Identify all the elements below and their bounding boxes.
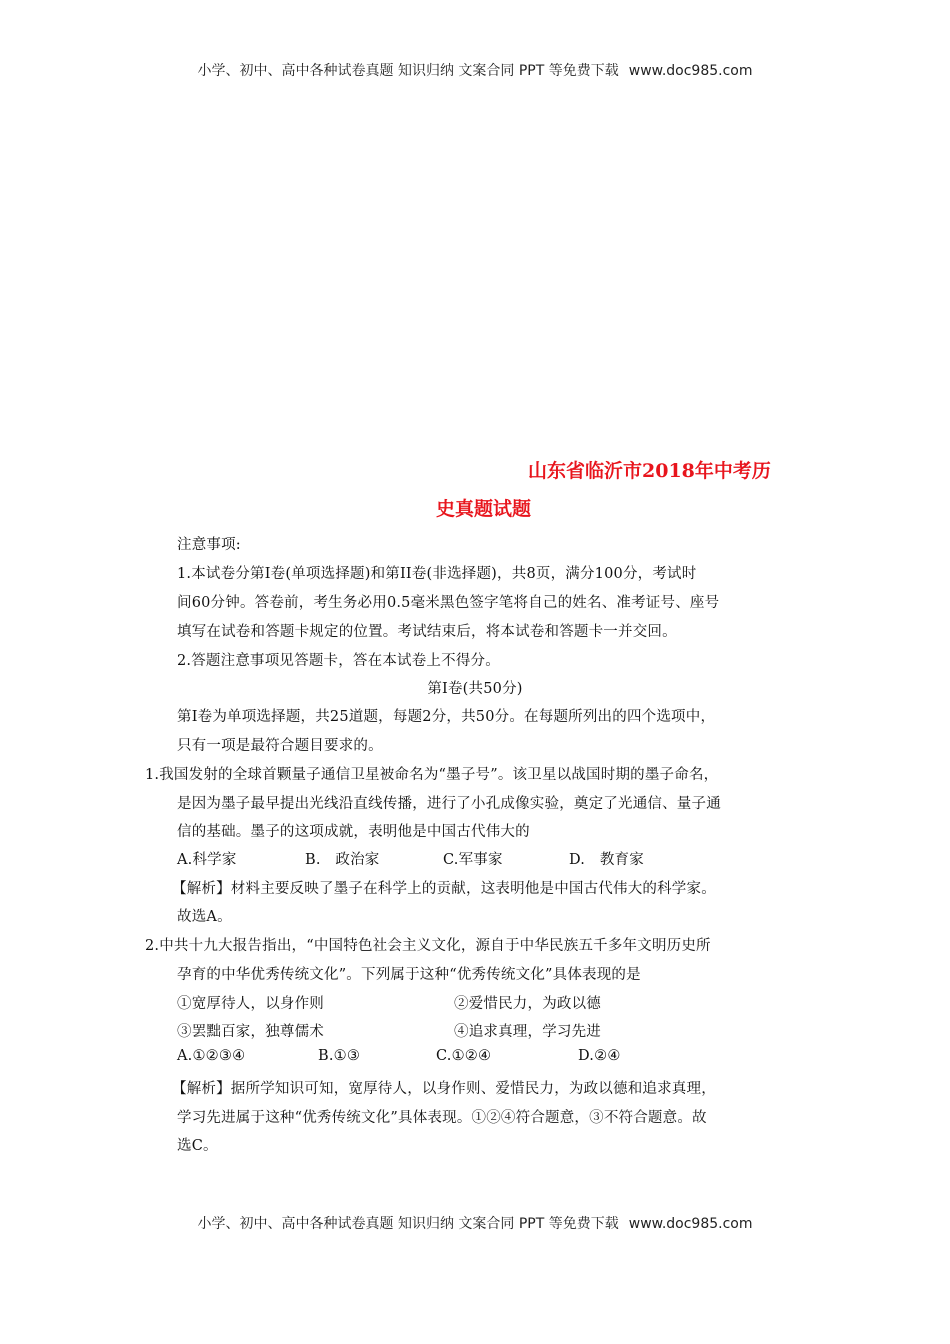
question-1-line3: 信的基础。墨子的这项成就，表明他是中国古代伟大的 [177,824,530,840]
question-1-options [177,848,644,869]
question-2-analysis-line1: 【解析】据所学知识可知，宽厚待人，以身作则、爱惜民力，为政以德和追求真理， [172,1081,716,1097]
section-heading: 第Ⅰ卷(共50分) [427,681,523,697]
header-text: 小学、初中、高中各种试卷真题 知识归纳 文案合同 PPT 等免费下载 [197,63,619,79]
option-b: B.①③ [318,1048,361,1064]
question-2-analysis-line3: 选C。 [177,1138,218,1154]
question-2-options [177,1048,621,1064]
notice-item2: 2.答题注意事项见答题卡，答在本试卷上不得分。 [177,653,500,669]
notice-heading: 注意事项: [177,537,241,553]
footer-text: 小学、初中、高中各种试卷真题 知识归纳 文案合同 PPT 等免费下载 [197,1216,619,1232]
notice-item1-line1: 1.本试卷分第Ⅰ卷(单项选择题)和第II卷(非选择题)，共8页，满分100分，考试时 [177,566,697,582]
doc-title-line1: 山东省临沂市2018年中考历 [528,460,771,482]
option-b: B. 政治家 [305,852,380,868]
page-footer [0,1213,950,1233]
item-4: ④追求真理，学习先进 [454,1024,601,1040]
question-2-line1: 2.中共十九大报告指出，“中国特色社会主义文化，源自于中华民族五千多年文明历史所 [145,938,711,954]
question-1-analysis-line2: 故选A。 [177,909,232,925]
option-d: D.②④ [578,1048,621,1064]
option-c: C.军事家 [443,852,503,868]
option-a: A.①②③④ [177,1048,246,1064]
item-1: ①宽厚待人，以身作则 [177,996,324,1012]
question-2-line2: 孕育的中华优秀传统文化”。下列属于这种“优秀传统文化”具体表现的是 [177,967,641,983]
notice-item1-line3: 填写在试卷和答题卡规定的位置。考试结束后，将本试卷和答题卡一并交回。 [177,624,677,640]
question-1-analysis-line1: 【解析】材料主要反映了墨子在科学上的贡献，这表明他是中国古代伟大的科学家。 [172,881,716,897]
option-d: D. 教育家 [569,852,644,868]
header-link[interactable]: www.doc985.com [628,63,753,79]
notice-item1-line2: 间60分钟。答卷前，考生务必用0.5毫米黑色签字笔将自己的姓名、准考证号、座号 [177,595,720,611]
section-desc-line2: 只有一项是最符合题目要求的。 [177,738,383,754]
question-2-items-row2 [177,1020,601,1041]
question-2-items-row1 [177,992,601,1013]
option-c: C.①②④ [436,1048,492,1064]
item-2: ②爱惜民力，为政以德 [454,996,601,1012]
item-3: ③罢黜百家，独尊儒术 [177,1024,324,1040]
doc-title-line2: 史真题试题 [436,498,532,520]
page-header [0,60,950,80]
question-1-line1: 1.我国发射的全球首颗量子通信卫星被命名为“墨子号”。该卫星以战国时期的墨子命名， [145,767,719,783]
section-desc-line1: 第Ⅰ卷为单项选择题，共25道题，每题2分，共50分。在每题所列出的四个选项中， [177,709,716,725]
footer-link[interactable]: www.doc985.com [628,1216,753,1232]
question-1-line2: 是因为墨子最早提出光线沿直线传播，进行了小孔成像实验，奠定了光通信、量子通 [177,796,721,812]
question-2-analysis-line2: 学习先进属于这种“优秀传统文化”具体表现。①②④符合题意，③不符合题意。故 [177,1110,707,1126]
option-a: A.科学家 [177,852,237,868]
